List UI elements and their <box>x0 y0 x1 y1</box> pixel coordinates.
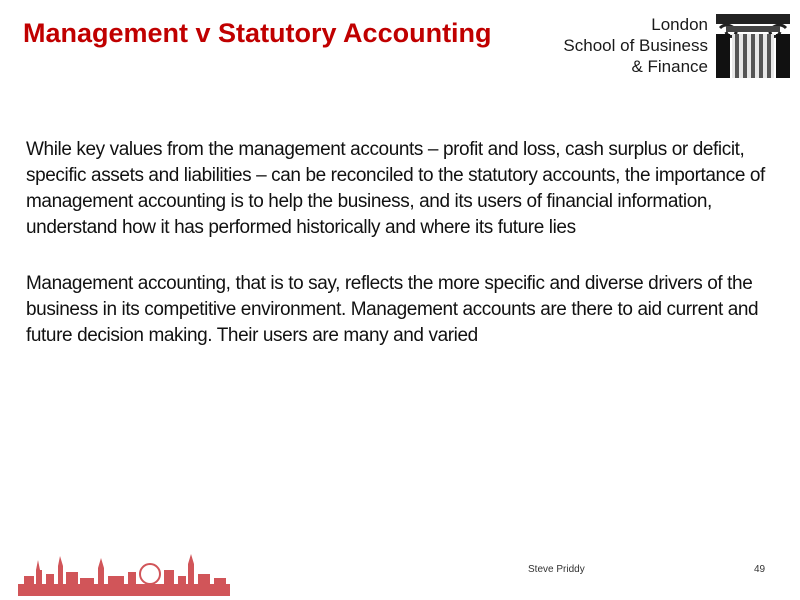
logo-line-2: School of Business <box>563 36 708 55</box>
footer-author: Steve Priddy <box>528 564 585 575</box>
paragraph: Management accounting, that is to say, reflects the more specific and diverse drivers of the business in its competitive environment. Management accounts are there to aid current and future decision making. Their users are many and varied <box>26 273 759 346</box>
paragraph: While key values from the management accounts – profit and loss, cash surplus or deficit, specific assets and liabilities – can be reconciled to the statutory accounts, the importance of management accounting is to help the business, and its users of financial information, understand how it has performed historically and where its future lies <box>26 139 765 238</box>
classical-column-icon <box>716 14 790 78</box>
page-title: Management v Statutory Accounting <box>23 18 492 48</box>
logo-line-1: London <box>651 15 708 34</box>
school-logo <box>562 14 790 78</box>
page-number: 49 <box>754 564 766 575</box>
body-text <box>26 137 778 379</box>
logo-wordmark <box>563 14 708 77</box>
logo-line-3: & Finance <box>631 57 708 76</box>
london-skyline-icon <box>18 552 230 596</box>
